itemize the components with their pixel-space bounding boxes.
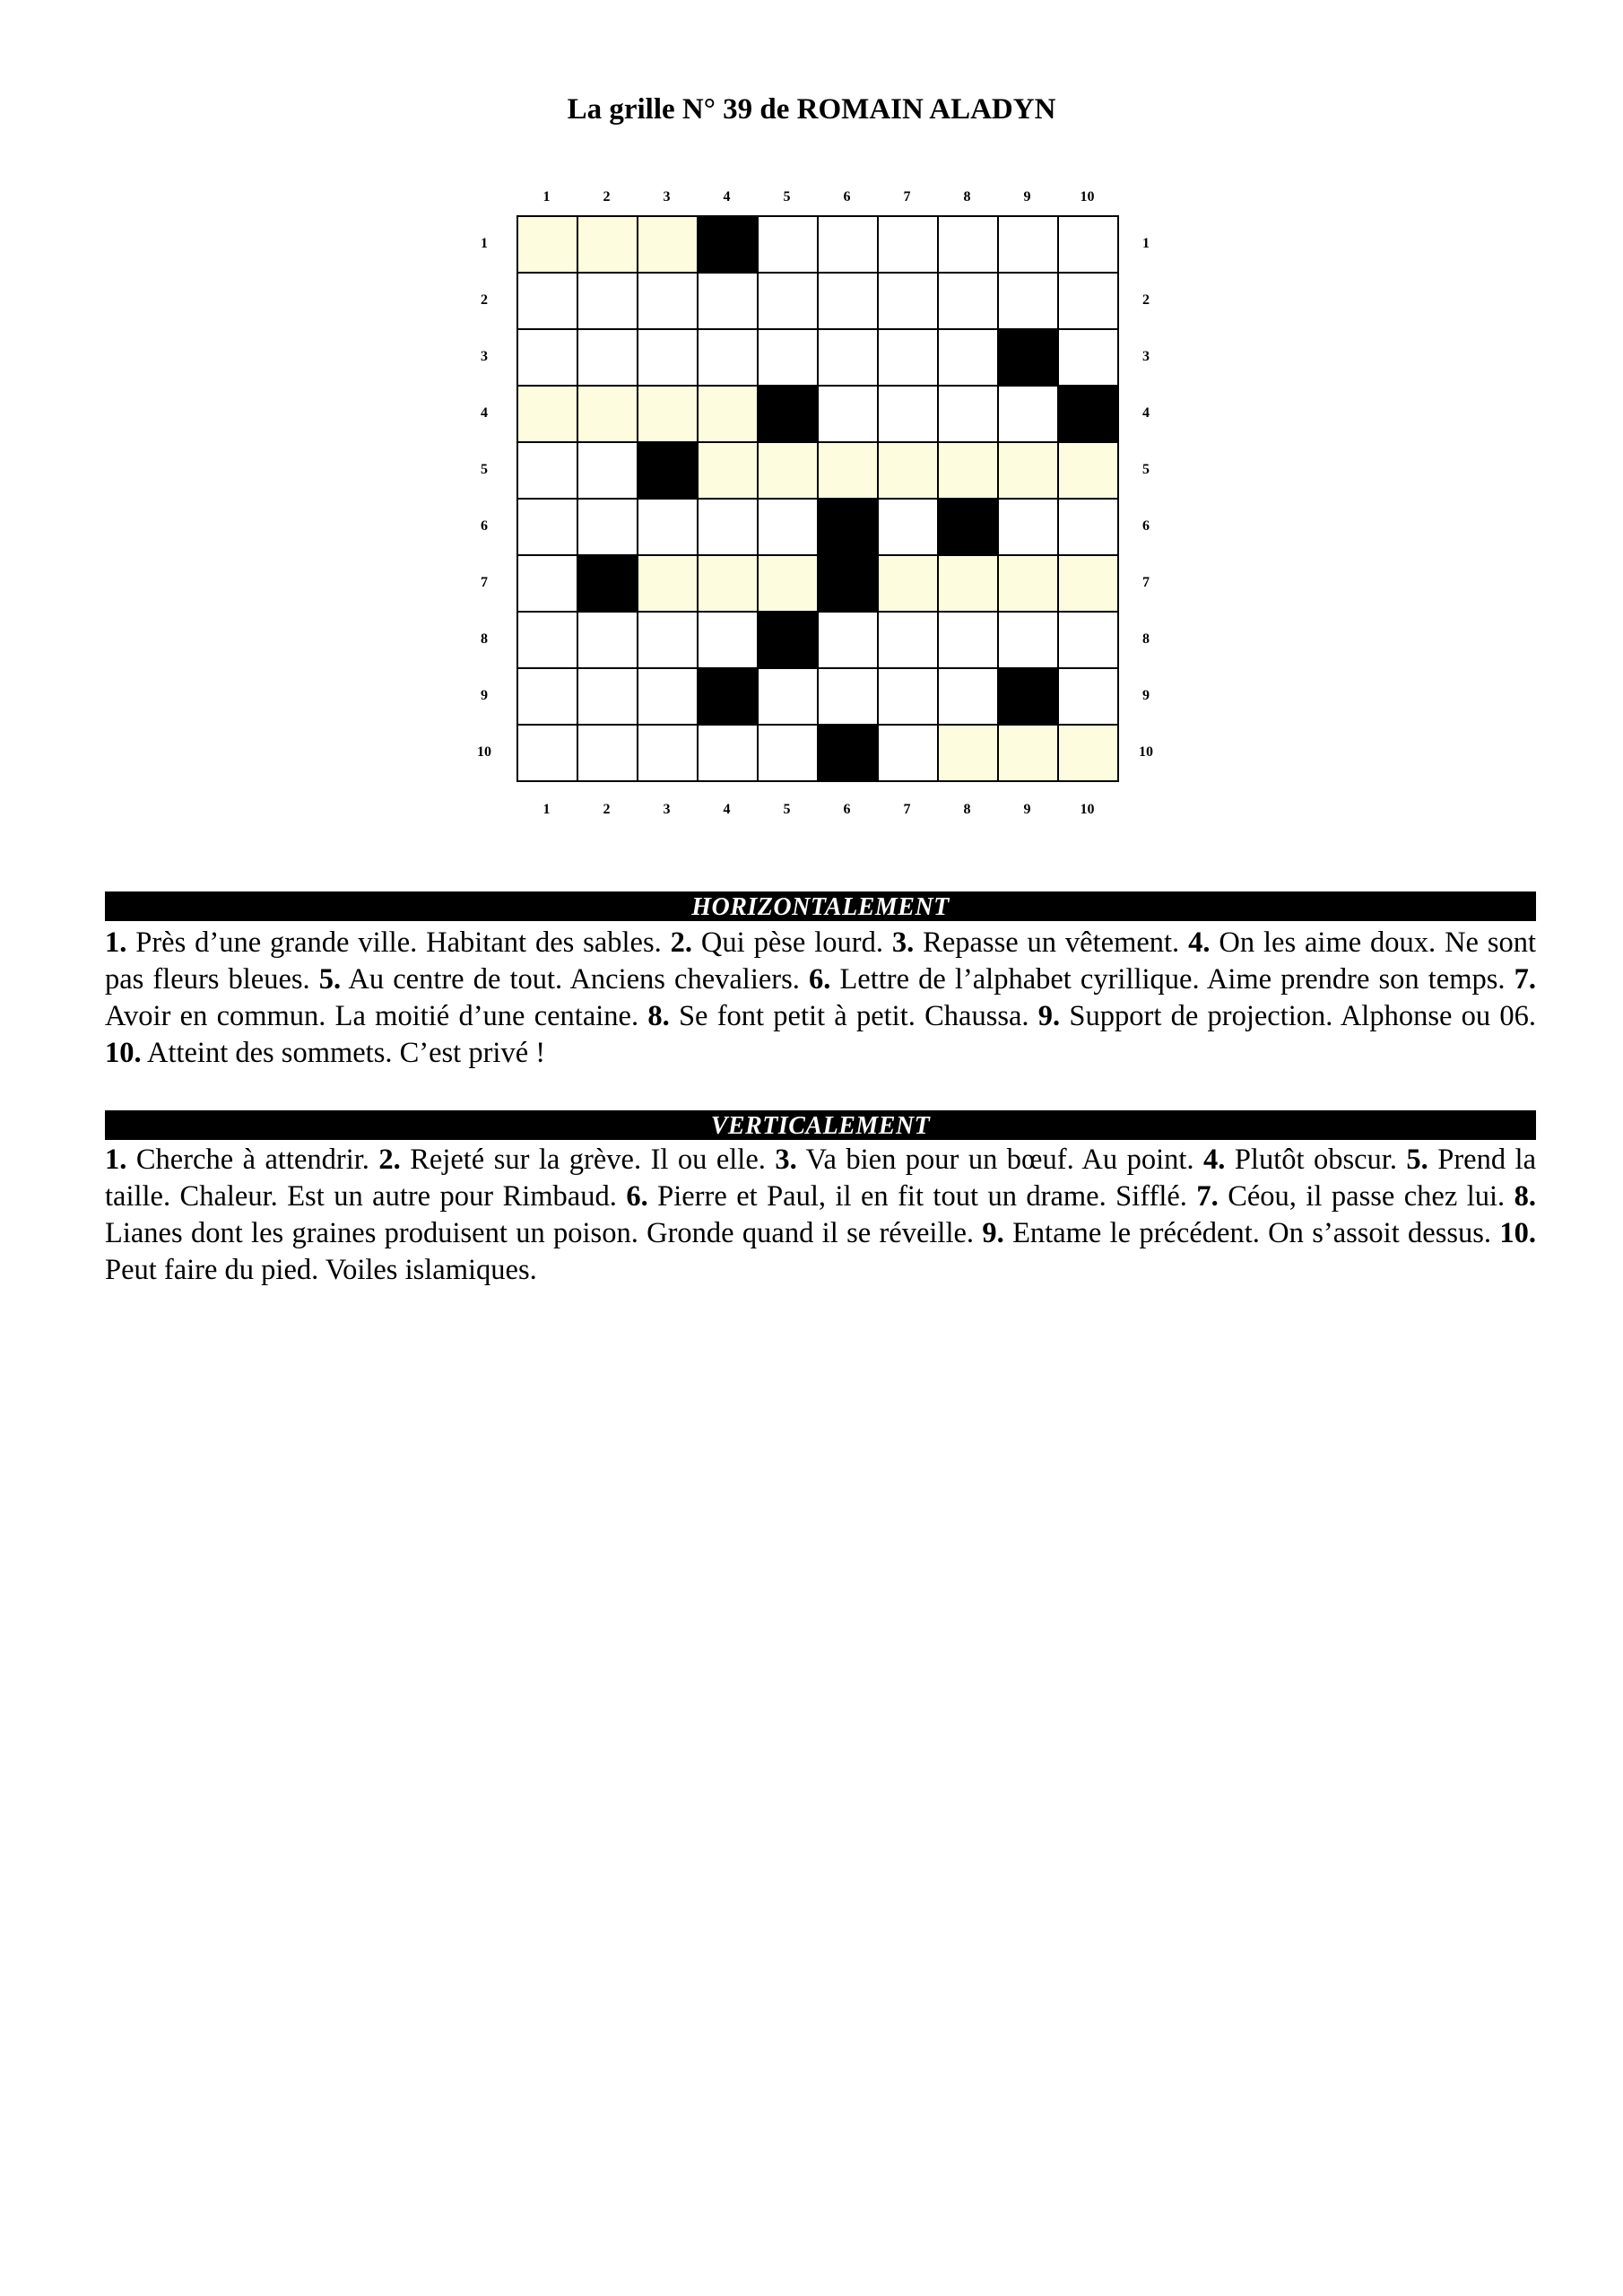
grid-square[interactable] — [759, 274, 819, 330]
row-number: 4 — [1142, 405, 1150, 421]
grid-square[interactable] — [759, 217, 819, 274]
grid-square[interactable] — [578, 669, 638, 726]
clue-number: 1. — [105, 926, 127, 959]
clue — [809, 963, 1506, 996]
grid-square[interactable] — [1059, 669, 1119, 726]
black-square — [819, 556, 879, 613]
column-number: 4 — [723, 802, 731, 817]
grid-square[interactable] — [879, 330, 939, 387]
highlighted-square[interactable] — [518, 217, 578, 274]
clue-text: Va bien pour un bœuf. Au point. — [805, 1144, 1194, 1176]
row-number: 10 — [477, 744, 491, 760]
crossword-grid — [516, 215, 1119, 782]
grid-square[interactable] — [879, 726, 939, 782]
horizontal-heading: HORIZONTALEMENT — [105, 891, 1536, 921]
grid-square[interactable] — [1059, 217, 1119, 274]
clue-text: Lettre de l’alphabet cyrillique. Aime prendre son temps. — [839, 963, 1506, 996]
column-numbers-bottom — [516, 796, 1117, 823]
row-number: 1 — [1142, 236, 1150, 251]
highlighted-square[interactable] — [879, 556, 939, 613]
column-number: 10 — [1080, 802, 1095, 817]
clue-number: 7. — [1196, 1180, 1219, 1213]
row-numbers-right — [1128, 215, 1164, 780]
clue — [982, 1217, 1491, 1249]
clue-number: 2. — [378, 1144, 401, 1176]
clue-text: Prend la taille. Chaleur. Est un autre pour Rimbaud. — [105, 1144, 1537, 1213]
grid-square[interactable] — [939, 613, 999, 669]
clue — [647, 1000, 1028, 1032]
highlighted-square[interactable] — [638, 387, 699, 443]
clue-number: 8. — [1514, 1180, 1536, 1213]
clue-text: Se font petit à petit. Chaussa. — [678, 1000, 1029, 1032]
row-number: 2 — [481, 292, 488, 308]
grid-square[interactable] — [518, 500, 578, 556]
clue-text: Cherche à attendrir. — [135, 1144, 369, 1176]
grid-square[interactable] — [518, 330, 578, 387]
grid-square[interactable] — [939, 217, 999, 274]
clue-text: On les aime doux. Ne sont pas fleurs bleues. — [105, 926, 1537, 996]
grid-square[interactable] — [939, 274, 999, 330]
clue-text: Avoir en commun. La moitié d’une centaine. — [105, 1000, 639, 1032]
clue-text: Qui pèse lourd. — [700, 926, 883, 959]
column-number: 9 — [1023, 802, 1031, 817]
highlighted-square[interactable] — [638, 217, 699, 274]
black-square — [759, 613, 819, 669]
clue-text: Lianes dont les graines produisent un poison. Gronde quand il se réveille. — [105, 1217, 975, 1249]
grid-square[interactable] — [819, 274, 879, 330]
grid-square[interactable] — [518, 669, 578, 726]
clue-number: 3. — [891, 926, 915, 959]
grid-square[interactable] — [638, 500, 699, 556]
clue-number: 9. — [982, 1217, 1004, 1249]
grid-square[interactable] — [518, 613, 578, 669]
grid-square[interactable] — [759, 726, 819, 782]
grid-square[interactable] — [578, 443, 638, 500]
column-number: 4 — [723, 189, 731, 204]
grid-square[interactable] — [699, 274, 759, 330]
horizontal-clues — [105, 925, 1536, 1072]
grid-square[interactable] — [518, 726, 578, 782]
grid-square[interactable] — [999, 274, 1059, 330]
black-square — [638, 443, 699, 500]
highlighted-square[interactable] — [999, 443, 1059, 500]
grid-square[interactable] — [699, 726, 759, 782]
row-number: 2 — [1142, 292, 1150, 308]
clue-number: 9. — [1037, 1000, 1061, 1032]
grid-square[interactable] — [759, 500, 819, 556]
grid-square[interactable] — [638, 726, 699, 782]
clue — [626, 1180, 1187, 1213]
black-square — [819, 500, 879, 556]
clue-number: 8. — [647, 1000, 670, 1032]
grid-square[interactable] — [879, 274, 939, 330]
grid-square[interactable] — [1059, 274, 1119, 330]
highlighted-square[interactable] — [759, 556, 819, 613]
highlighted-square[interactable] — [879, 443, 939, 500]
grid-square[interactable] — [1059, 500, 1119, 556]
clue-text: Entame le précédent. On s’assoit dessus. — [1012, 1217, 1492, 1249]
highlighted-square[interactable] — [1059, 556, 1119, 613]
column-number: 8 — [963, 802, 971, 817]
highlighted-square[interactable] — [939, 443, 999, 500]
clue-text: Peut faire du pied. Voiles islamiques. — [105, 1254, 537, 1286]
column-number: 2 — [603, 802, 611, 817]
vertical-clues — [105, 1142, 1536, 1289]
grid-square[interactable] — [578, 330, 638, 387]
clue-number: 10. — [1499, 1217, 1536, 1249]
row-number: 8 — [1142, 631, 1150, 647]
column-number: 9 — [1023, 189, 1031, 204]
column-number: 5 — [783, 802, 791, 817]
clue — [1196, 1180, 1505, 1213]
black-square — [819, 726, 879, 782]
black-square — [999, 330, 1059, 387]
column-number: 3 — [663, 802, 671, 817]
clue-number: 10. — [105, 1037, 142, 1069]
clue — [105, 926, 662, 959]
clue-text: Au centre de tout. Anciens chevaliers. — [348, 963, 800, 996]
grid-square[interactable] — [518, 274, 578, 330]
row-number: 6 — [1142, 518, 1150, 534]
grid-square[interactable] — [699, 330, 759, 387]
grid-square[interactable] — [1059, 330, 1119, 387]
clue — [319, 963, 800, 996]
highlighted-square[interactable] — [699, 443, 759, 500]
highlighted-square[interactable] — [999, 556, 1059, 613]
row-number: 9 — [481, 688, 488, 703]
highlighted-square[interactable] — [999, 726, 1059, 782]
highlighted-square[interactable] — [699, 387, 759, 443]
grid-square[interactable] — [879, 500, 939, 556]
clue-text: Pierre et Paul, il en fit tout un drame. Sifflé. — [657, 1180, 1187, 1213]
grid-square[interactable] — [578, 274, 638, 330]
clue — [671, 926, 883, 959]
grid-square[interactable] — [879, 669, 939, 726]
row-number: 5 — [481, 462, 488, 477]
grid-square[interactable] — [819, 613, 879, 669]
grid-square[interactable] — [879, 217, 939, 274]
highlighted-square[interactable] — [939, 556, 999, 613]
black-square — [578, 556, 638, 613]
highlighted-square[interactable] — [1059, 726, 1119, 782]
row-number: 5 — [1142, 462, 1150, 477]
row-number: 1 — [481, 236, 488, 251]
highlighted-square[interactable] — [939, 726, 999, 782]
grid-square[interactable] — [699, 613, 759, 669]
grid-square[interactable] — [999, 500, 1059, 556]
grid-square[interactable] — [819, 217, 879, 274]
column-number: 7 — [903, 189, 911, 204]
grid-square[interactable] — [999, 387, 1059, 443]
grid-square[interactable] — [638, 274, 699, 330]
column-number: 8 — [963, 189, 971, 204]
column-number: 1 — [542, 189, 551, 204]
row-number: 3 — [481, 349, 488, 364]
grid-square[interactable] — [819, 330, 879, 387]
clue-number: 6. — [808, 963, 831, 996]
highlighted-square[interactable] — [578, 217, 638, 274]
clue — [892, 926, 1179, 959]
clue-text: Atteint des sommets. C’est privé ! — [146, 1037, 546, 1069]
black-square — [759, 387, 819, 443]
grid-square[interactable] — [1059, 613, 1119, 669]
clue-number: 3. — [775, 1144, 797, 1176]
column-number: 3 — [663, 189, 671, 204]
grid-square[interactable] — [819, 387, 879, 443]
black-square — [1059, 387, 1119, 443]
black-square — [699, 669, 759, 726]
highlighted-square[interactable] — [1059, 443, 1119, 500]
clue — [378, 1144, 766, 1176]
grid-square[interactable] — [578, 500, 638, 556]
column-number: 5 — [783, 189, 791, 204]
clue-number: 5. — [1406, 1144, 1428, 1176]
grid-square[interactable] — [638, 669, 699, 726]
row-number: 9 — [1142, 688, 1150, 703]
clue-number: 1. — [105, 1144, 127, 1176]
column-number: 10 — [1080, 189, 1095, 204]
clue — [1038, 1000, 1536, 1032]
clue-text: Près d’une grande ville. Habitant des sables. — [135, 926, 662, 959]
clue-text: Céou, il passe chez lui. — [1228, 1180, 1506, 1213]
grid-square[interactable] — [518, 556, 578, 613]
row-number: 7 — [481, 575, 488, 590]
clue — [105, 1037, 545, 1069]
clue-text: Support de projection. Alphonse ou 06. — [1069, 1000, 1537, 1032]
black-square — [999, 669, 1059, 726]
row-number: 4 — [481, 405, 488, 421]
grid-square[interactable] — [999, 613, 1059, 669]
highlighted-square[interactable] — [578, 387, 638, 443]
highlighted-square[interactable] — [518, 387, 578, 443]
black-square — [699, 217, 759, 274]
row-number: 7 — [1142, 575, 1150, 590]
clue-text: Rejeté sur la grève. Il ou elle. — [410, 1144, 766, 1176]
column-numbers-top — [516, 184, 1117, 211]
grid-square[interactable] — [939, 330, 999, 387]
clue-number: 4. — [1188, 926, 1211, 959]
clue-number: 7. — [1514, 963, 1536, 996]
grid-square[interactable] — [638, 330, 699, 387]
clue-number: 4. — [1203, 1144, 1226, 1176]
column-number: 1 — [542, 802, 551, 817]
clue-number: 2. — [670, 926, 693, 959]
clue-text: Plutôt obscur. — [1234, 1144, 1397, 1176]
grid-square[interactable] — [699, 500, 759, 556]
column-number: 6 — [843, 802, 851, 817]
grid-square[interactable] — [518, 443, 578, 500]
clue-number: 6. — [626, 1180, 648, 1213]
column-number: 6 — [843, 189, 851, 204]
grid-square[interactable] — [578, 613, 638, 669]
highlighted-square[interactable] — [638, 556, 699, 613]
grid-square[interactable] — [939, 387, 999, 443]
row-number: 10 — [1139, 744, 1153, 760]
column-number: 2 — [603, 189, 611, 204]
grid-square[interactable] — [999, 217, 1059, 274]
clue — [105, 1144, 369, 1176]
grid-square[interactable] — [638, 613, 699, 669]
grid-square[interactable] — [879, 387, 939, 443]
grid-square[interactable] — [939, 669, 999, 726]
grid-square[interactable] — [879, 613, 939, 669]
column-number: 7 — [903, 802, 911, 817]
highlighted-square[interactable] — [699, 556, 759, 613]
grid-square[interactable] — [819, 669, 879, 726]
grid-square[interactable] — [578, 726, 638, 782]
clue-text: Repasse un vêtement. — [923, 926, 1180, 959]
clue — [775, 1144, 1193, 1176]
highlighted-square[interactable] — [819, 443, 879, 500]
page-title: La grille N° 39 de ROMAIN ALADYN — [567, 93, 1056, 126]
row-number: 6 — [481, 518, 488, 534]
clue — [1203, 1144, 1397, 1176]
row-number: 3 — [1142, 349, 1150, 364]
row-number: 8 — [481, 631, 488, 647]
clue-number: 5. — [318, 963, 342, 996]
grid-square[interactable] — [759, 669, 819, 726]
highlighted-square[interactable] — [759, 443, 819, 500]
grid-square[interactable] — [759, 330, 819, 387]
vertical-heading: VERTICALEMENT — [105, 1110, 1536, 1140]
black-square — [939, 500, 999, 556]
row-numbers-left — [466, 215, 502, 780]
